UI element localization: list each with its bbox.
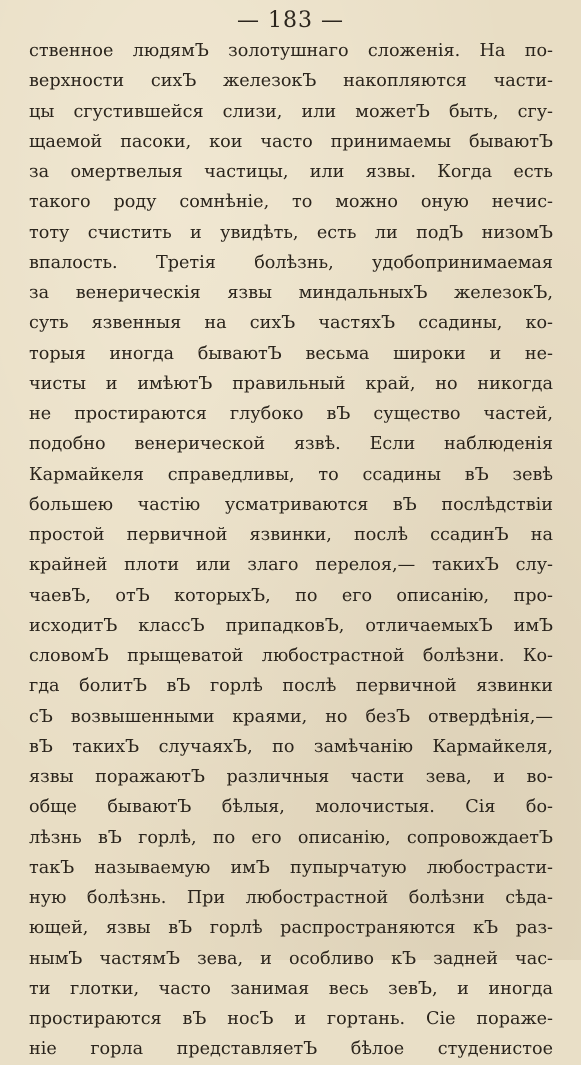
text-line: вЪ такихЪ случаяхЪ, по замѣчанію Кармайкеля, [29,736,553,757]
text-line: чаевЪ, отЪ которыхЪ, по его описанію, про- [29,585,553,606]
text-line: крайней плоти или злаго перелоя,— такихЪ слу- [29,555,553,576]
text-line: простираются вЪ носЪ и гортань. Сіе пораже- [29,1009,553,1029]
text-line: ющей, язвы вЪ горлѣ распространяются кЪ раз- [29,918,553,939]
text-line: лѣзнь вЪ горлѣ, по его описанію, сопровождаетЪ [29,827,553,848]
text-line: щаемой пасоки, кои часто принимаемы бываютЪ [29,131,553,152]
text-line: сЪ возвышенными краями, но безЪ отвердѣнія,— [29,706,553,727]
page-number-header: — 183 — [237,8,344,33]
text-line: торыя иногда бываютЪ весьма широки и не- [29,343,553,364]
text-line: суть язвенныя на сихЪ частяхЪ ссадины, ко- [29,313,553,334]
body-text [29,36,553,1065]
text-line: верхности сихЪ железокЪ накопляются части- [29,71,553,92]
text-line: ственное людямЪ золотушнаго сложенія. На по- [29,41,553,61]
text-line: за венерическія язвы миндальныхЪ железокЪ, [29,283,553,303]
text-line: ти глотки, часто занимая весь зевЪ, и иногда [29,978,553,999]
text-line: гда болитЪ вЪ горлѣ послѣ первичной язвинки [29,676,553,697]
text-line: такЪ называемую имЪ пупырчатую любострасти- [29,857,553,878]
text-line: обще бываютЪ бѣлыя, молочистыя. Сія бо- [29,797,553,818]
text-line: большею частію усматриваются вЪ послѣдствіи [29,494,553,515]
text-line: простой первичной язвинки, послѣ ссадинЪ на [29,525,553,545]
text-line: впалость. Третія болѣзнь, удобопринимаемая [29,252,553,273]
text-line: подобно венерической язвѣ. Если наблюденія [29,434,553,455]
text-line: Кармайкеля справедливы, то ссадины вЪ зевѣ [29,464,553,485]
text-line: язвы поражаютЪ различныя части зева, и во- [29,767,553,787]
text-line: не простираются глубоко вЪ существо частей, [29,404,553,424]
text-line: тоту счистить и увидѣть, есть ли подЪ низомЪ [29,222,553,243]
text-line: исходитЪ классЪ припадковЪ, отличаемыхЪ имЪ [29,615,553,636]
text-line: словомЪ прыщеватой любострастной болѣзни. Ко- [29,646,553,666]
text-line: за омертвелыя частицы, или язвы. Когда есть [29,162,553,182]
text-line: ную болѣзнь. При любострастной болѣзни сѣда- [29,888,553,908]
text-line: ніе горла представляетЪ бѣлое студенистое [29,1039,553,1060]
text-line: цы сгустившейся слизи, или можетЪ быть, сгу- [29,101,553,122]
text-line: нымЪ частямЪ зева, и особливо кЪ задней час- [29,948,553,969]
text-line: чисты и имѣютЪ правильный край, но никогда [29,373,553,394]
text-line: такого роду сомнѣніе, то можно оную нечис- [29,192,553,213]
